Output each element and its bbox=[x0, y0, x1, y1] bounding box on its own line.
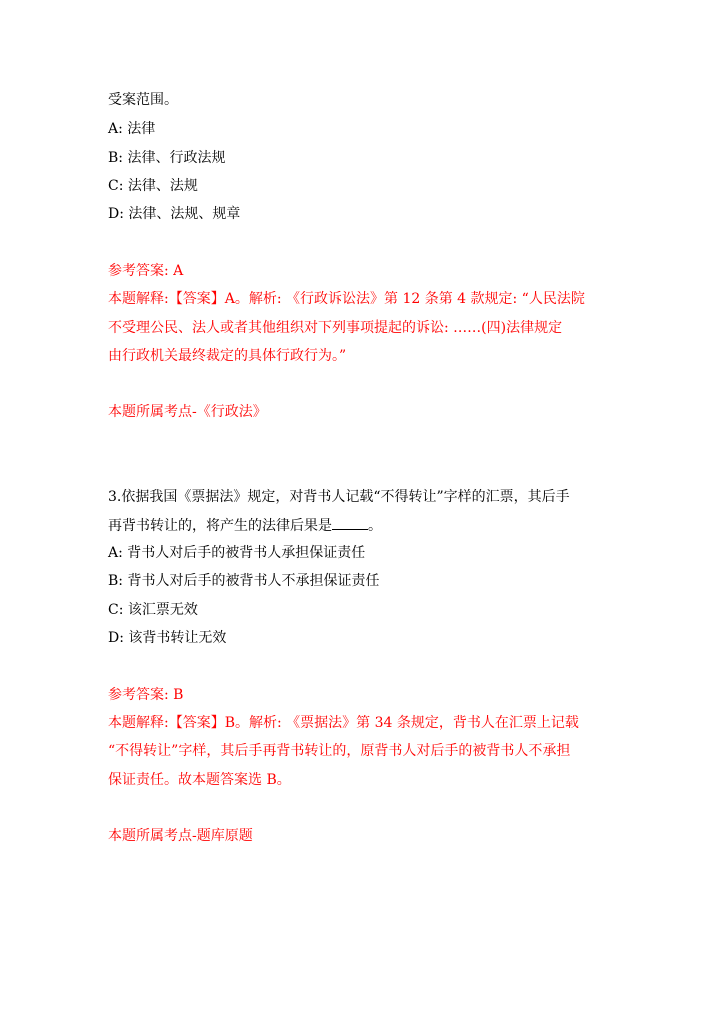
option-b: B: 法律、行政法规 bbox=[108, 150, 226, 166]
question-stem-end: 受案范围。 bbox=[108, 92, 178, 108]
stem-text: 再背书转让的，将产生的法律后果是 bbox=[108, 518, 332, 534]
option-d: D: 该背书转让无效 bbox=[108, 630, 227, 646]
option-b: B: 背书人对后手的被背书人不承担保证责任 bbox=[108, 573, 380, 589]
explanation-line-1: 本题解释:【答案】B。解析: 《票据法》第 34 条规定，背书人在汇票上记载 bbox=[108, 715, 579, 731]
answer-blank bbox=[332, 515, 368, 530]
explanation-line-2: 不受理公民、法人或者其他组织对下列事项提起的诉讼: ……(四)法律规定 bbox=[108, 320, 563, 336]
reference-answer: 参考答案: A bbox=[108, 263, 184, 279]
question-stem-line-1: 3.依据我国《票据法》规定，对背书人记载“不得转让”字样的汇票，其后手 bbox=[108, 489, 570, 505]
topic-label: 本题所属考点-《行政法》 bbox=[108, 404, 267, 420]
explanation-line-2: “不得转让”字样，其后手再背书转让的，原背书人对后手的被背书人不承担 bbox=[108, 743, 571, 759]
reference-answer: 参考答案: B bbox=[108, 687, 184, 703]
stem-period: 。 bbox=[368, 518, 382, 534]
option-c: C: 该汇票无效 bbox=[108, 602, 198, 618]
option-a: A: 法律 bbox=[108, 121, 156, 137]
option-c: C: 法律、法规 bbox=[108, 178, 198, 194]
explanation-line-1: 本题解释:【答案】A。解析: 《行政诉讼法》第 12 条第 4 款规定: “人民法院 bbox=[108, 291, 585, 307]
option-d: D: 法律、法规、规章 bbox=[108, 206, 241, 222]
topic-label: 本题所属考点-题库原题 bbox=[108, 828, 253, 844]
question-stem-line-2 bbox=[108, 515, 382, 536]
explanation-line-3: 保证责任。故本题答案选 B。 bbox=[108, 772, 291, 788]
option-a: A: 背书人对后手的被背书人承担保证责任 bbox=[108, 545, 366, 561]
explanation-line-3: 由行政机关最终裁定的具体行政行为。” bbox=[108, 348, 347, 364]
